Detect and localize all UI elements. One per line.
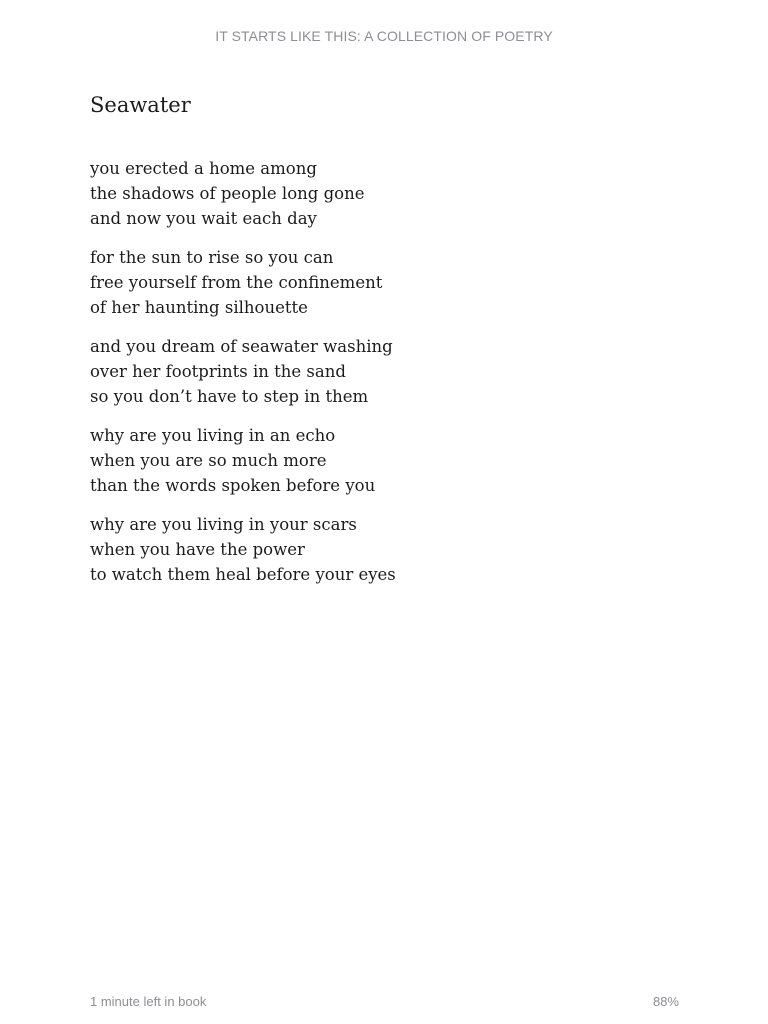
poem-line: for the sun to rise so you can (90, 248, 334, 267)
stanza (90, 334, 680, 409)
poem-line: you erected a home among (90, 159, 317, 178)
poem-line: to watch them heal before your eyes (90, 565, 396, 584)
poem-line: of her haunting silhouette (90, 298, 308, 317)
poem-line: and you dream of seawater washing (90, 337, 393, 356)
poem-line: why are you living in your scars (90, 515, 357, 534)
stanza (90, 423, 680, 498)
progress-percent: 88% (652, 994, 679, 1009)
stanza (90, 245, 680, 320)
poem-line: so you don’t have to step in them (90, 387, 369, 406)
poem-line: over her footprints in the sand (90, 362, 346, 381)
poem-line: the shadows of people long gone (90, 184, 365, 203)
poem-line: why are you living in an echo (90, 426, 336, 445)
book-title-header[interactable]: IT STARTS LIKE THIS: A COLLECTION OF POETRY (215, 28, 553, 44)
stanza (90, 512, 680, 587)
poem-line: and now you wait each day (90, 209, 317, 228)
time-left-label: 1 minute left in book (90, 994, 207, 1009)
poem-line: when you have the power (90, 540, 305, 559)
stanza (90, 156, 680, 231)
poem-line: when you are so much more (90, 451, 327, 470)
poem-title: Seawater (90, 93, 191, 117)
reading-page[interactable] (90, 90, 680, 601)
poem-line: free yourself from the confinement (90, 273, 383, 292)
poem-line: than the words spoken before you (90, 476, 376, 495)
